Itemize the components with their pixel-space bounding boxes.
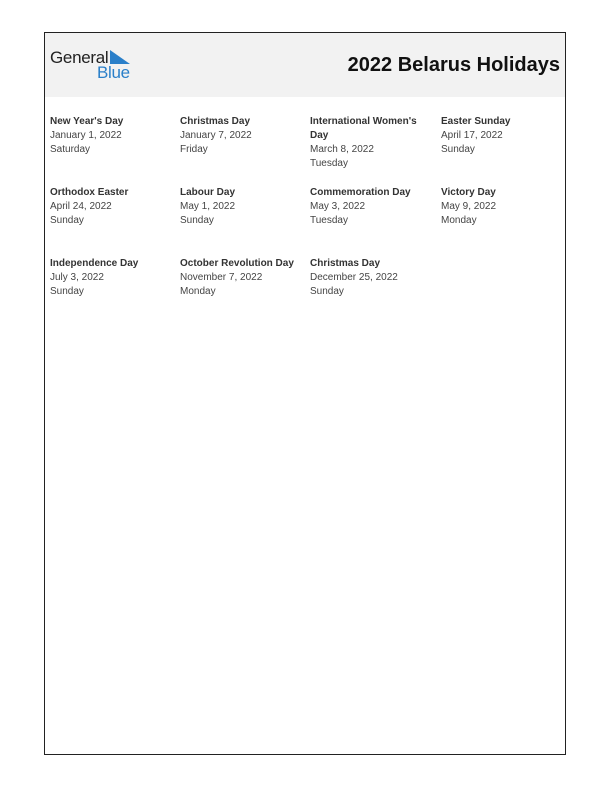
holiday-name: Orthodox Easter bbox=[50, 187, 129, 198]
holiday-weekday: Sunday bbox=[441, 144, 475, 155]
holiday-weekday: Tuesday bbox=[310, 158, 348, 169]
holiday-weekday: Sunday bbox=[310, 286, 344, 297]
triangle-flag-icon bbox=[110, 50, 130, 64]
holiday-item bbox=[441, 186, 565, 257]
holiday-name: Commemoration Day bbox=[310, 187, 411, 198]
holiday-item bbox=[310, 186, 441, 257]
holiday-date: July 3, 2022 bbox=[50, 272, 104, 283]
holiday-name: Easter Sunday bbox=[441, 116, 511, 127]
holiday-weekday: Monday bbox=[441, 215, 477, 226]
holiday-date: January 1, 2022 bbox=[50, 130, 122, 141]
holiday-name: International Women's Day bbox=[310, 116, 417, 141]
holiday-name: Christmas Day bbox=[180, 116, 251, 127]
header bbox=[45, 33, 565, 97]
holiday-item bbox=[180, 115, 310, 186]
holiday-date: May 1, 2022 bbox=[180, 201, 236, 212]
holiday-item bbox=[310, 257, 441, 328]
holiday-name: Independence Day bbox=[50, 258, 139, 269]
logo-word-blue: Blue bbox=[97, 63, 130, 82]
holiday-item bbox=[441, 115, 565, 186]
holiday-name: October Revolution Day bbox=[180, 258, 294, 269]
holiday-date: March 8, 2022 bbox=[310, 144, 374, 155]
logo bbox=[50, 49, 140, 83]
holiday-item bbox=[310, 115, 441, 186]
holiday-weekday: Friday bbox=[180, 144, 208, 155]
holiday-date: December 25, 2022 bbox=[310, 272, 398, 283]
holiday-date: April 24, 2022 bbox=[50, 201, 112, 212]
holiday-date: May 3, 2022 bbox=[310, 201, 366, 212]
holiday-name: New Year's Day bbox=[50, 116, 124, 127]
holiday-name: Labour Day bbox=[180, 187, 236, 198]
holiday-weekday: Sunday bbox=[50, 215, 84, 226]
holiday-weekday: Sunday bbox=[180, 215, 214, 226]
page-frame bbox=[44, 32, 566, 755]
holiday-name: Christmas Day bbox=[310, 258, 381, 269]
holiday-date: April 17, 2022 bbox=[441, 130, 503, 141]
holiday-weekday: Tuesday bbox=[310, 215, 348, 226]
holiday-list bbox=[50, 115, 565, 328]
holiday-date: May 9, 2022 bbox=[441, 201, 497, 212]
page-title: 2022 Belarus Holidays bbox=[347, 54, 560, 76]
holiday-weekday: Sunday bbox=[50, 286, 84, 297]
holiday-weekday: Saturday bbox=[50, 144, 91, 155]
holiday-item bbox=[50, 186, 180, 257]
holiday-date: January 7, 2022 bbox=[180, 130, 252, 141]
holiday-name: Victory Day bbox=[441, 187, 496, 198]
holiday-item bbox=[50, 257, 180, 328]
holiday-item bbox=[180, 186, 310, 257]
logo-word-general: General bbox=[50, 48, 109, 67]
holiday-item bbox=[50, 115, 180, 186]
holiday-date: November 7, 2022 bbox=[180, 272, 263, 283]
holiday-weekday: Monday bbox=[180, 286, 216, 297]
holiday-item bbox=[180, 257, 310, 328]
